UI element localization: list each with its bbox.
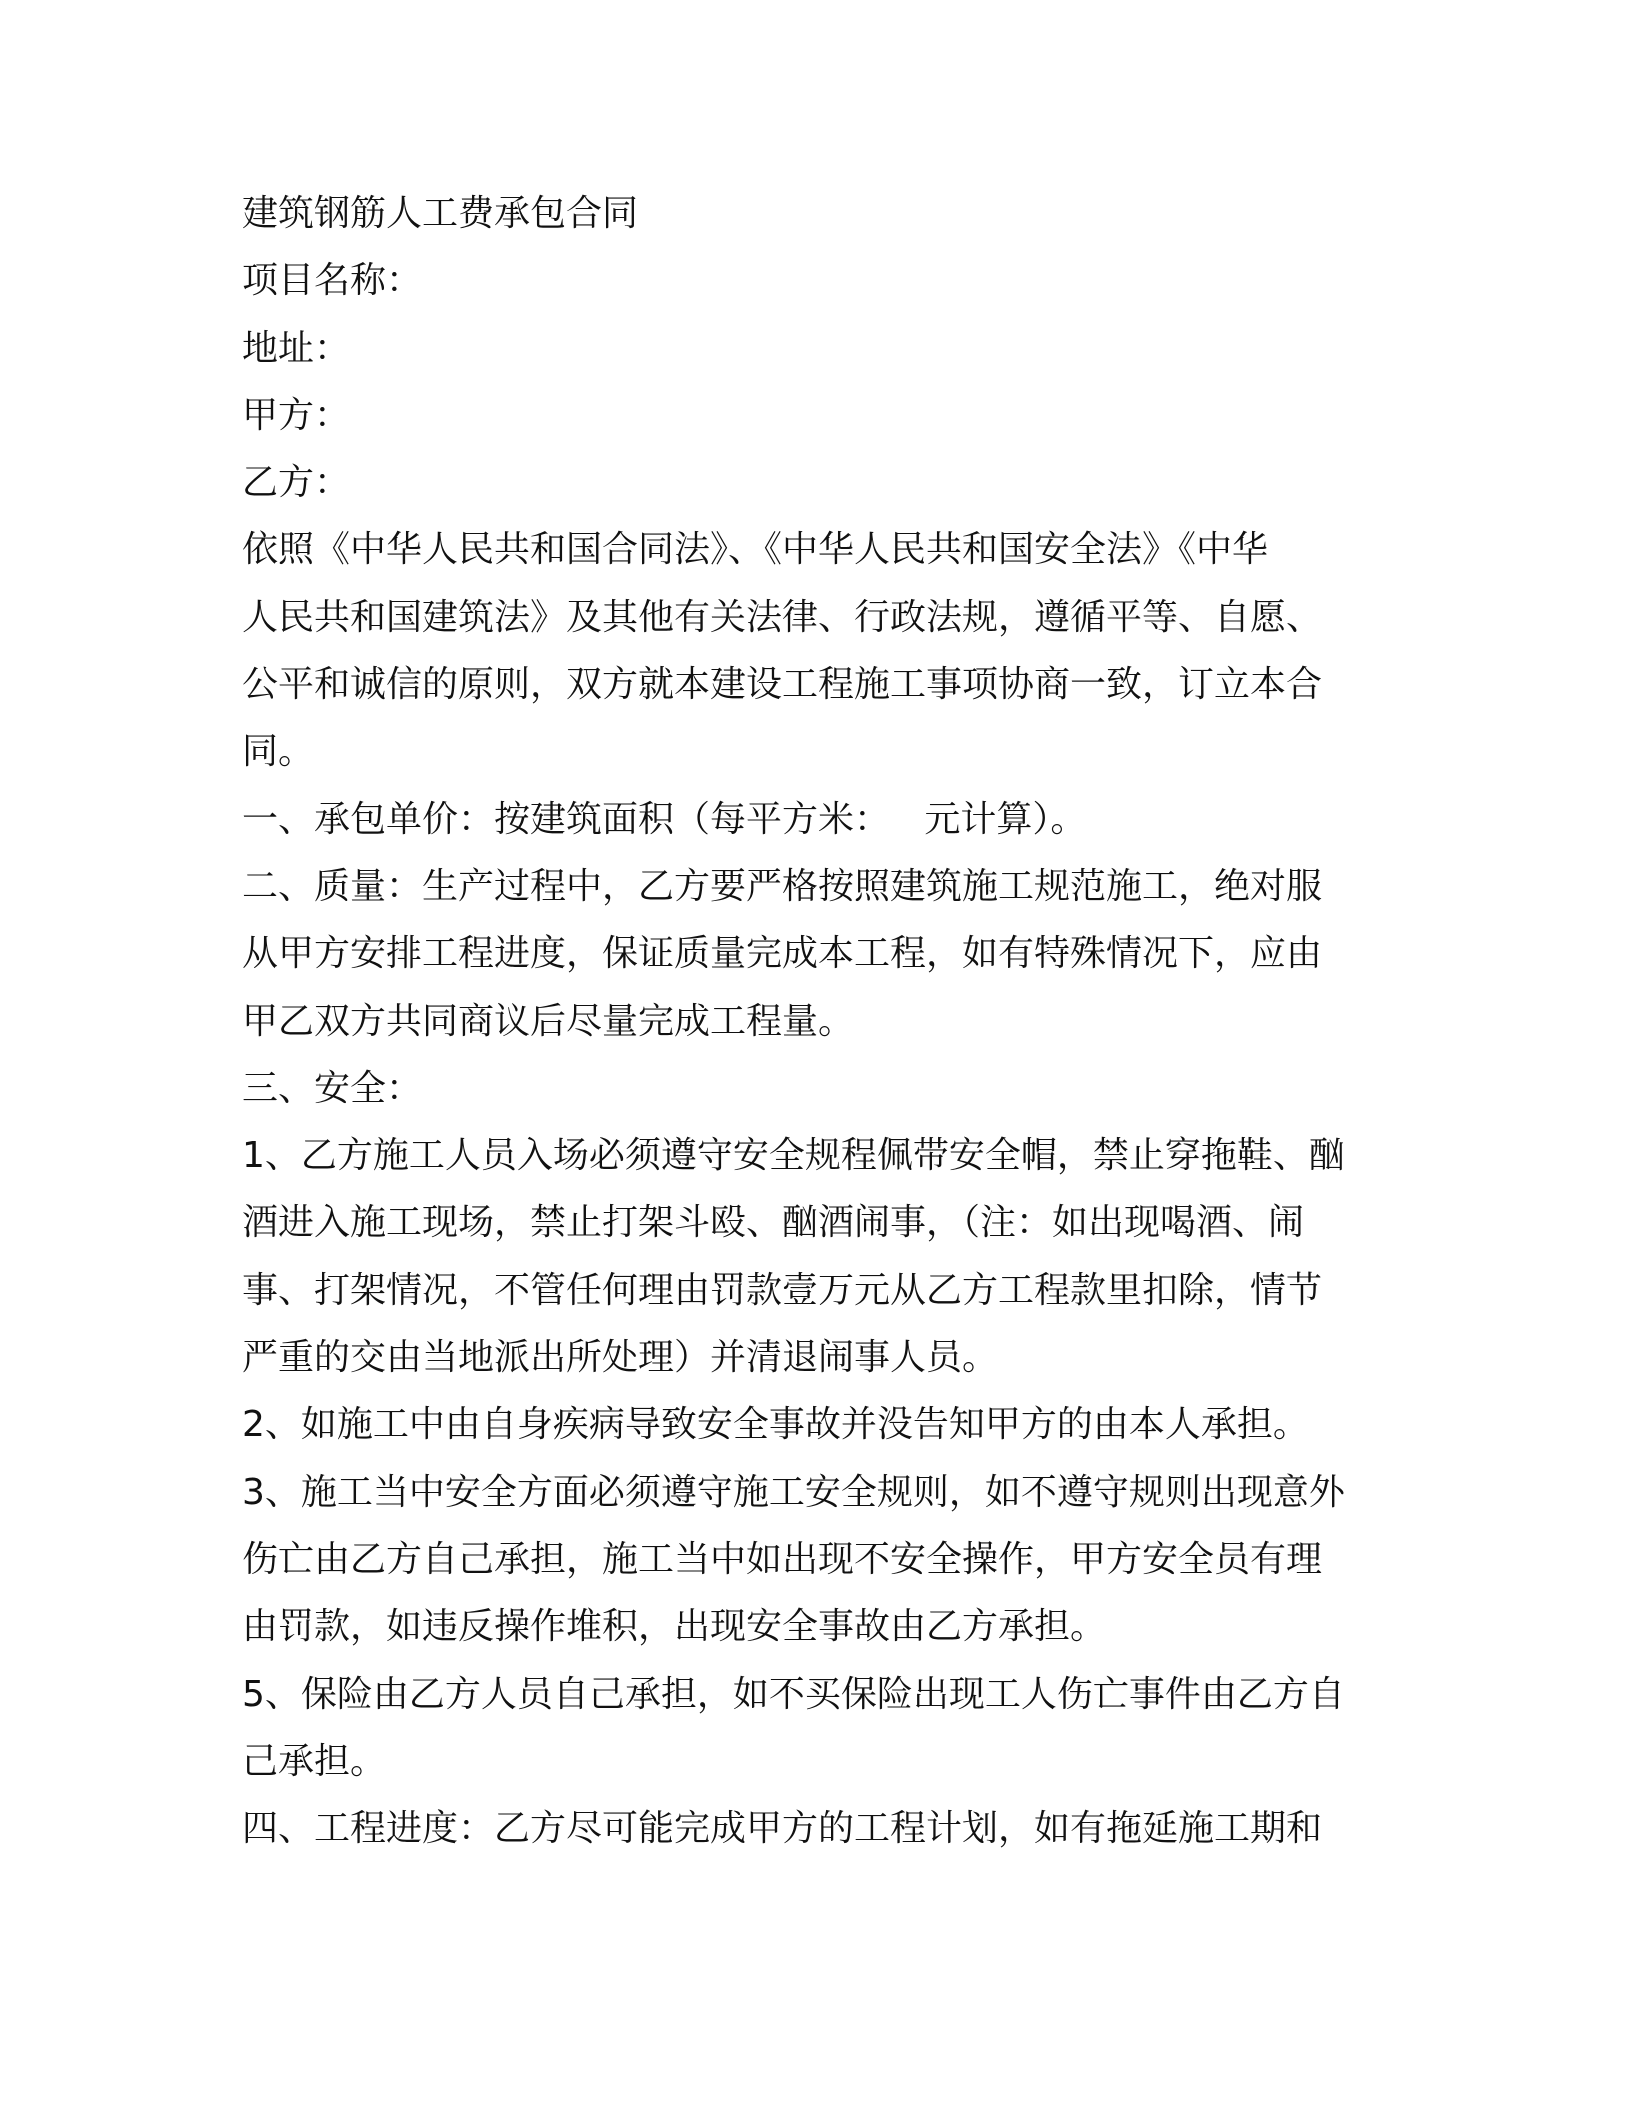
party-a-field: 甲方： xyxy=(242,394,351,436)
address-field: 地址： xyxy=(242,327,351,369)
safety-item-5-line: 5、保险由乙方人员自己承担，如不买保险出现工人伤亡事件由乙方自 xyxy=(242,1673,1345,1715)
clause-unit-price: 一、承包单价：按建筑面积（每平方米： 元计算）。 xyxy=(242,798,1087,840)
clause-safety-heading: 三、安全： xyxy=(242,1067,423,1109)
safety-item-1-line: 酒进入施工现场，禁止打架斗殴、酗酒闹事，（注：如出现喝酒、闹 xyxy=(242,1202,1305,1244)
safety-item-3-line: 3、施工当中安全方面必须遵守施工安全规则，如不遵守规则出现意外 xyxy=(242,1471,1345,1513)
document-title: 建筑钢筋人工费承包合同 xyxy=(242,193,639,234)
clause-quality-line: 二、质量：生产过程中，乙方要严格按照建筑施工规范施工，绝对服 xyxy=(242,865,1323,907)
contract-document xyxy=(242,180,1392,1862)
clause-quality-line: 从甲方安排工程进度，保证质量完成本工程，如有特殊情况下，应由 xyxy=(242,933,1323,975)
safety-item-1-line: 严重的交由当地派出所处理）并清退闹事人员。 xyxy=(242,1337,999,1379)
preamble-line: 依照《中华人民共和国合同法》、《中华人民共和国安全法》《中华 xyxy=(242,529,1269,571)
safety-item-2-line: 2、如施工中由自身疾病导致安全事故并没告知甲方的由本人承担。 xyxy=(242,1404,1309,1446)
clause-progress-line: 四、工程进度：乙方尽可能完成甲方的工程计划，如有拖延施工期和 xyxy=(242,1808,1323,1850)
safety-item-1-line: 1、乙方施工人员入场必须遵守安全规程佩带安全帽，禁止穿拖鞋、酗 xyxy=(242,1135,1345,1177)
safety-item-3-line: 伤亡由乙方自己承担，施工当中如出现不安全操作，甲方安全员有理 xyxy=(242,1538,1323,1580)
party-b-field: 乙方： xyxy=(242,462,351,504)
safety-item-1-line: 事、打架情况，不管任何理由罚款壹万元从乙方工程款里扣除，情节 xyxy=(242,1269,1323,1311)
clause-quality-line: 甲乙双方共同商议后尽量完成工程量。 xyxy=(242,1000,855,1042)
project-name-field: 项目名称： xyxy=(242,260,423,302)
safety-item-3-line: 由罚款，如违反操作堆积，出现安全事故由乙方承担。 xyxy=(242,1606,1107,1648)
safety-item-5-line: 己承担。 xyxy=(242,1740,387,1782)
preamble-line: 人民共和国建筑法》及其他有关法律、行政法规，遵循平等、自愿、 xyxy=(242,596,1323,638)
preamble-line: 公平和诚信的原则，双方就本建设工程施工事项协商一致，订立本合 xyxy=(242,664,1323,706)
preamble-line: 同。 xyxy=(242,731,315,773)
